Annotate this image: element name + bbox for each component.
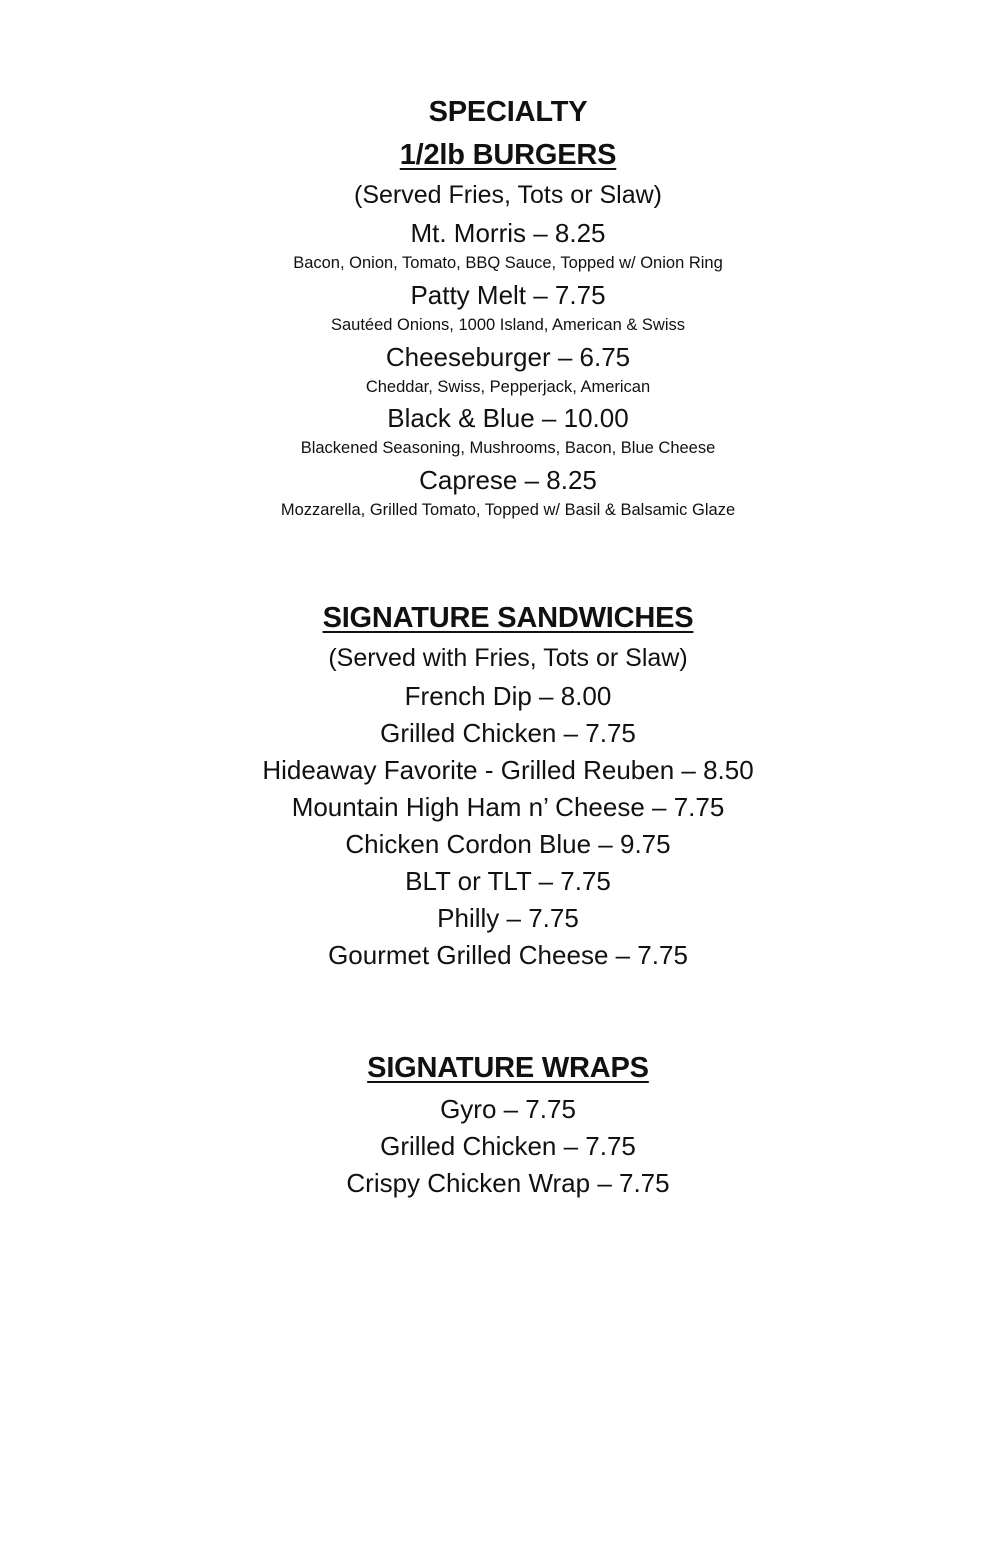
burger-item-name: Cheeseburger – 6.75 (385, 342, 631, 372)
sandwich-item: Grilled Chicken – 7.75 (380, 718, 636, 748)
sandwich-item: Chicken Cordon Blue – 9.75 (345, 829, 671, 859)
burger-item-name: Black & Blue – 10.00 (387, 403, 629, 433)
sandwich-item: Gourmet Grilled Cheese – 7.75 (328, 940, 688, 970)
sandwich-item: French Dip – 8.00 (404, 681, 612, 711)
burger-item-description: Sautéed Onions, 1000 Island, American & Swiss (330, 316, 686, 334)
burgers-heading-line1: SPECIALTY (428, 96, 588, 128)
sandwich-item: BLT or TLT – 7.75 (405, 866, 611, 896)
burgers-heading-line2 (0, 141, 1000, 170)
sandwich-item: Hideaway Favorite - Grilled Reuben – 8.50 (262, 755, 754, 785)
burger-item-description: Mozzarella, Grilled Tomato, Topped w/ Basil & Balsamic Glaze (280, 501, 736, 519)
burger-item-description: Bacon, Onion, Tomato, BBQ Sauce, Topped w/ Onion Ring (293, 254, 723, 272)
sandwiches-heading-underlined: SIGNATURE SANDWICHES (322, 602, 694, 634)
burger-item-name: Mt. Morris – 8.25 (410, 218, 606, 248)
burgers-note: (Served Fries, Tots or Slaw) (354, 181, 662, 209)
wrap-item: Gyro – 7.75 (440, 1094, 576, 1124)
burger-item-name: Patty Melt – 7.75 (410, 280, 606, 310)
sandwich-item: Mountain High Ham n’ Cheese – 7.75 (291, 792, 725, 822)
wraps-heading-underlined: SIGNATURE WRAPS (367, 1052, 649, 1084)
wraps-heading (0, 1054, 1000, 1083)
burgers-heading-underlined: 1/2lb BURGERS (399, 139, 617, 171)
wrap-item: Crispy Chicken Wrap – 7.75 (346, 1168, 670, 1198)
burger-item-name: Caprese – 8.25 (419, 465, 597, 495)
sandwiches-heading (0, 604, 1000, 633)
sandwich-item: Philly – 7.75 (437, 903, 579, 933)
wrap-item: Grilled Chicken – 7.75 (380, 1131, 636, 1161)
sandwiches-note: (Served with Fries, Tots or Slaw) (328, 644, 688, 672)
burger-item-description: Cheddar, Swiss, Pepperjack, American (365, 378, 651, 396)
burger-item-description: Blackened Seasoning, Mushrooms, Bacon, Blue Cheese (300, 439, 716, 457)
